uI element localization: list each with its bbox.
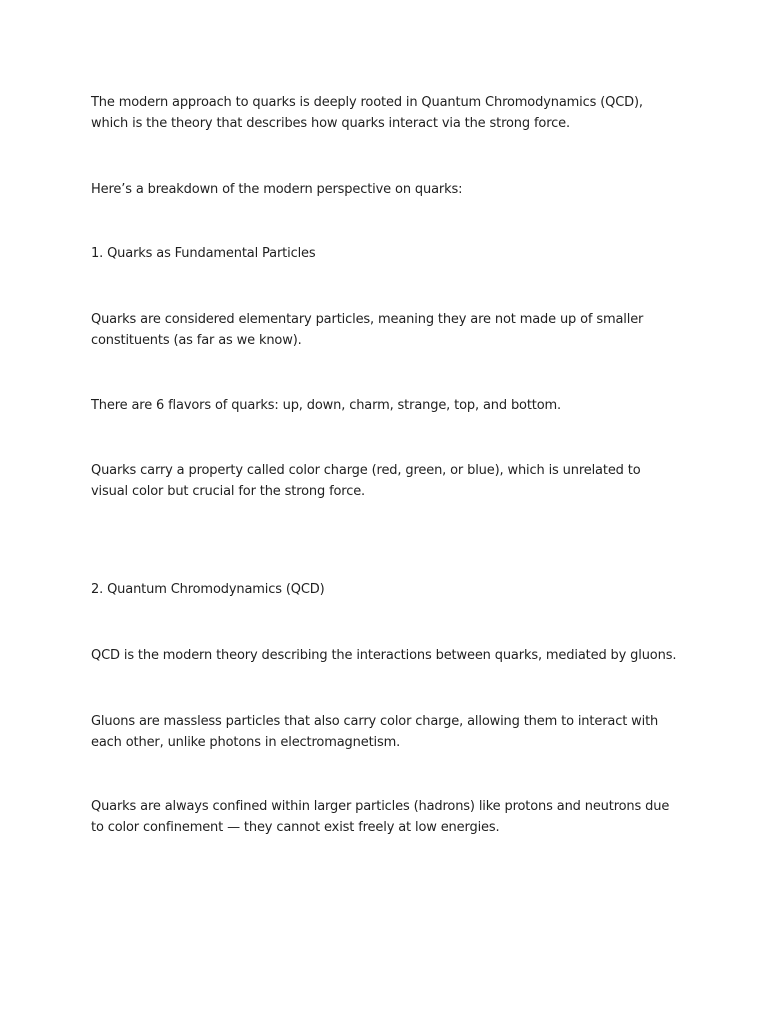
breakdown-intro: Here’s a breakdown of the modern perspective on quarks:	[91, 182, 463, 197]
section2-paragraph-3: Quarks are always confined within larger particles (hadrons) like protons and neutrons due to color confinement — they cannot exist freely at low energies.	[91, 799, 670, 835]
section2-heading: 2. Quantum Chromodynamics (QCD)	[91, 582, 325, 597]
intro-paragraph: The modern approach to quarks is deeply rooted in Quantum Chromodynamics (QCD), which is the theory that describes how quarks interact via the strong force.	[91, 95, 643, 131]
section1-paragraph-3: Quarks carry a property called color charge (red, green, or blue), which is unrelated to visual color but crucial for the strong force.	[91, 463, 641, 499]
section2-paragraph-2: Gluons are massless particles that also carry color charge, allowing them to interact with each other, unlike photons in electromagnetism.	[91, 714, 659, 750]
section1-paragraph-1: Quarks are considered elementary particles, meaning they are not made up of smaller constituents (as far as we know).	[91, 312, 644, 348]
section1-heading: 1. Quarks as Fundamental Particles	[91, 246, 316, 261]
section1-paragraph-2: There are 6 flavors of quarks: up, down, charm, strange, top, and bottom.	[91, 398, 562, 413]
section2-paragraph-1: QCD is the modern theory describing the interactions between quarks, mediated by gluons.	[91, 648, 677, 663]
